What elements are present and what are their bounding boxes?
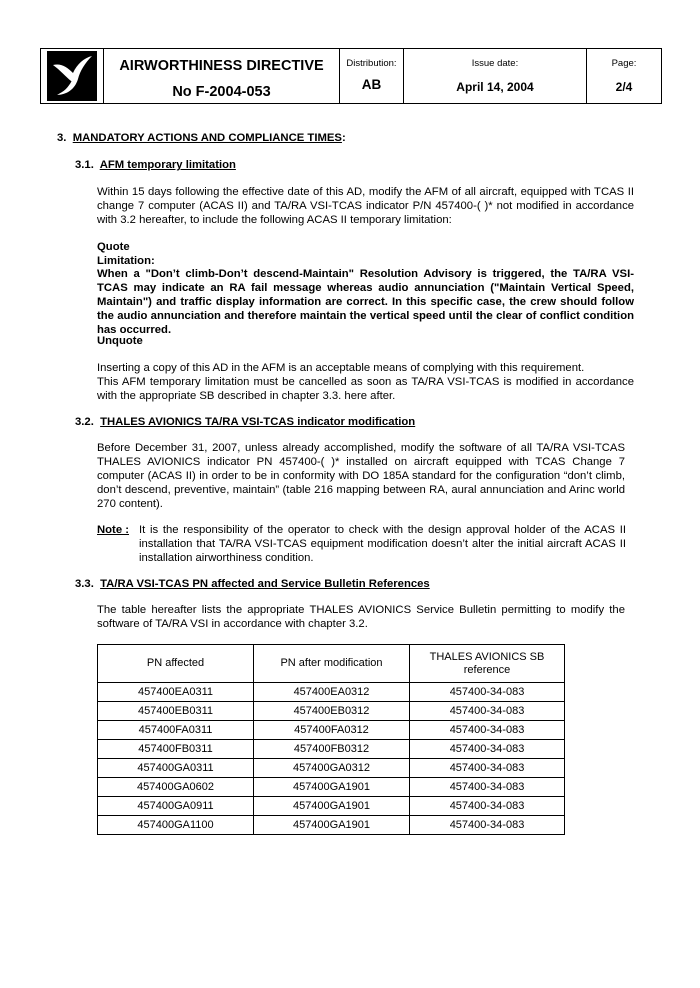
quote-open: Quote xyxy=(97,241,130,253)
section-3-heading: 3. MANDATORY ACTIONS AND COMPLIANCE TIMES: xyxy=(57,132,346,144)
table-header-row xyxy=(98,645,565,683)
limitation-text: When a "Don’t climb-Don’t descend-Maintain" Resolution Advisory is triggered, the TA/RA VSI-TCAS may indicate an RA fail message whereas audio annunciation ("Maintain Vertical Speed, Maintain") and traffic display information are correct. In this specific case, the crew should follow the audio annunciation and therefore maintain the vertical speed until the clear of conflict condition has occurred. xyxy=(97,268,634,336)
note-label: Note : xyxy=(97,524,130,536)
sb-reference-cell: 457400-34-083 xyxy=(410,740,565,759)
s33-paragraph-1: The table hereafter lists the appropriate THALES AVIONICS Service Bulletin permitting to modify the software of TA/RA VSI in accordance with chapter 3.2. xyxy=(97,604,625,630)
header-box xyxy=(40,48,662,104)
page-label: Page: xyxy=(611,58,637,69)
limitation-label: Limitation: xyxy=(97,255,155,267)
pn-affected-cell: 457400GA1100 xyxy=(98,816,254,835)
pn-after-cell: 457400EB0312 xyxy=(254,702,410,721)
pn-after-cell: 457400GA1901 xyxy=(254,797,410,816)
section-3-2-heading xyxy=(75,415,415,429)
sb-reference-cell: 457400-34-083 xyxy=(410,778,565,797)
s31-paragraph-1: Within 15 days following the effective date of this AD, modify the AFM of all aircraft, equipped with TCAS II change 7 computer (ACAS II) and TA/RA VSI-TCAS indicator P/N 457400-( )* not modified in accordance with 3.2 hereafter, to include the following ACAS II temporary limitation: xyxy=(97,186,634,226)
header-pn-affected: PN affected xyxy=(98,645,254,683)
section-3-3-heading xyxy=(75,577,430,591)
pn-after-cell: 457400GA1901 xyxy=(254,816,410,835)
document-title: AIRWORTHINESS DIRECTIVE xyxy=(119,58,324,74)
quote-close: Unquote xyxy=(97,335,143,347)
pn-after-cell: 457400EA0312 xyxy=(254,683,410,702)
sb-reference-cell: 457400-34-083 xyxy=(410,702,565,721)
s32-paragraph-1: Before December 31, 2007, unless already accomplished, modify the software of all TA/RA VSI-TCAS THALES AVIONICS indicator PN 457400-( )* installed on aircraft equipped with TCAS Change 7 computer (ACAS II) in order to be in conformity with DO 185A standard for the configuration “don’t climb, don’t descend, preventive, maintain” (table 216 mapping between RA, aural annunciation and Arinc world 270 content). xyxy=(97,442,625,510)
sb-reference-cell: 457400-34-083 xyxy=(410,816,565,835)
distribution-value: AB xyxy=(361,77,382,92)
section-3-1-number: 3.1. xyxy=(75,159,94,171)
table-row xyxy=(98,740,565,759)
table-row xyxy=(98,721,565,740)
pn-affected-cell: 457400GA0911 xyxy=(98,797,254,816)
note-text: It is the responsibility of the operator to check with the design approval holder of the ACAS II installation that TA/RA VSI-TCAS equipment modification doesn’t alter the initial aircraft ACAS II installation airworthiness condition. xyxy=(139,524,626,564)
ad-number: No F-2004-053 xyxy=(172,84,271,100)
issue-date-label: Issue date: xyxy=(471,58,519,69)
pn-affected-cell: 457400FB0311 xyxy=(98,740,254,759)
pn-after-cell: 457400FB0312 xyxy=(254,740,410,759)
pn-affected-cell: 457400EB0311 xyxy=(98,702,254,721)
logo-cell xyxy=(41,49,104,103)
pn-after-cell: 457400GA0312 xyxy=(254,759,410,778)
table-row xyxy=(98,702,565,721)
section-3-2-number: 3.2. xyxy=(75,416,94,428)
table-row xyxy=(98,778,565,797)
page-number: 2/4 xyxy=(615,80,633,94)
distribution-cell xyxy=(340,49,404,103)
table-row xyxy=(98,816,565,835)
issue-date-cell xyxy=(404,49,587,103)
sb-reference-cell: 457400-34-083 xyxy=(410,721,565,740)
pn-affected-cell: 457400FA0311 xyxy=(98,721,254,740)
section-3-2-title: THALES AVIONICS TA/RA VSI-TCAS indicator modification xyxy=(100,416,416,428)
table-row xyxy=(98,683,565,702)
bird-logo-icon xyxy=(47,51,97,101)
issue-date-value: April 14, 2004 xyxy=(456,80,534,94)
table-row xyxy=(98,797,565,816)
pn-affected-cell: 457400EA0311 xyxy=(98,683,254,702)
header-sb-reference: THALES AVIONICS SB reference xyxy=(410,645,565,683)
distribution-label: Distribution: xyxy=(346,58,397,69)
s31-paragraph-2: Inserting a copy of this AD in the AFM is an acceptable means of complying with this requirement. xyxy=(97,362,585,374)
section-3-3-title: TA/RA VSI-TCAS PN affected and Service Bulletin References xyxy=(100,578,430,590)
section-3-number: 3. xyxy=(57,132,67,144)
section-3-3-number: 3.3. xyxy=(75,578,94,590)
pn-affected-cell: 457400GA0311 xyxy=(98,759,254,778)
pn-after-cell: 457400GA1901 xyxy=(254,778,410,797)
header-pn-after: PN after modification xyxy=(254,645,410,683)
pn-after-cell: 457400FA0312 xyxy=(254,721,410,740)
table-row xyxy=(98,759,565,778)
pn-affected-cell: 457400GA0602 xyxy=(98,778,254,797)
section-3-1-heading xyxy=(75,158,236,172)
page-number-cell xyxy=(587,49,661,103)
s31-paragraph-3: This AFM temporary limitation must be cancelled as soon as TA/RA VSI-TCAS is modified in accordance with the appropriate SB described in chapter 3.3. here after. xyxy=(97,376,634,402)
section-3-1-title: AFM temporary limitation xyxy=(99,159,236,171)
sb-reference-cell: 457400-34-083 xyxy=(410,759,565,778)
sb-reference-cell: 457400-34-083 xyxy=(410,683,565,702)
pn-table xyxy=(97,644,565,835)
section-3-title: MANDATORY ACTIONS AND COMPLIANCE TIMES xyxy=(72,132,342,144)
sb-reference-cell: 457400-34-083 xyxy=(410,797,565,816)
title-cell xyxy=(104,49,340,103)
